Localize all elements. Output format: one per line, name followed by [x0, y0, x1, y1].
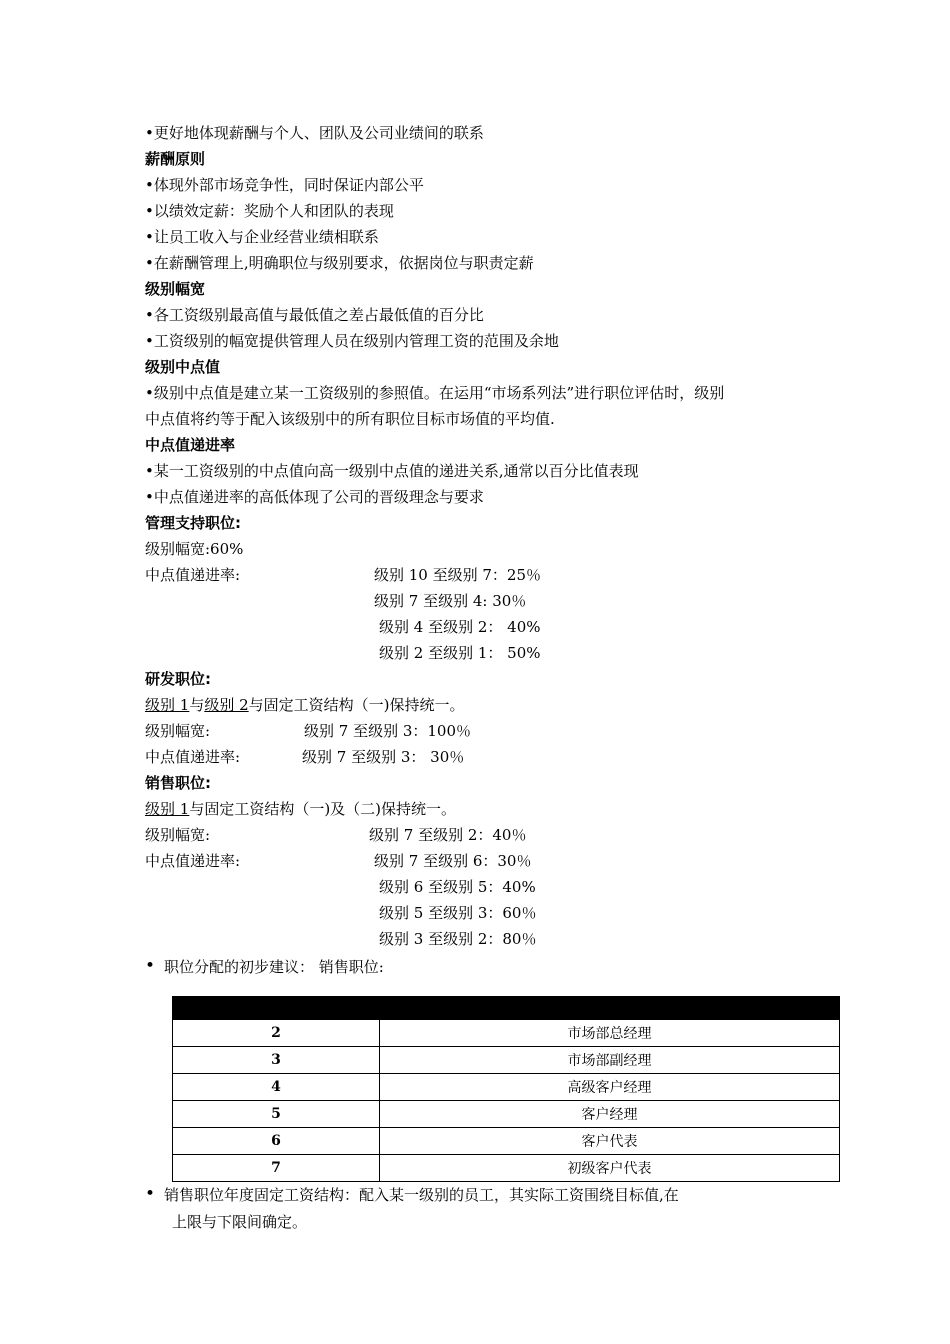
rd-unify-and: 与 [189, 696, 205, 714]
annual-line: 上限与下限间确定。 [172, 1213, 308, 1231]
level-cell: 4 [173, 1074, 380, 1101]
progression-item: •某一工资级别的中点值向高一级别中点值的递进关系,通常以百分比值表现 [145, 462, 639, 480]
mgmt-prog-row: 级别 10 至级别 7：25％ [374, 566, 542, 584]
rd-unify-line [145, 695, 465, 715]
allocation-text: 职位分配的初步建议： 销售职位: [164, 958, 384, 976]
table-row [173, 1047, 840, 1074]
rd-width-value: 级别 7 至级别 3：100％ [304, 722, 472, 740]
rd-unify-level-a: 级别 1 [145, 696, 190, 714]
mgmt-prog-label: 中点值递进率: [145, 566, 241, 584]
mgmt-width-line: 级别幅宽:60% [145, 540, 244, 558]
table-row [173, 1128, 840, 1155]
level-cell: 6 [173, 1128, 380, 1155]
rd-heading: 研发职位: [145, 670, 211, 688]
principles-item: •在薪酬管理上,明确职位与级别要求，依据岗位与职责定薪 [145, 254, 534, 272]
rd-prog-value: 级别 7 至级别 3： 30％ [302, 748, 465, 766]
table-row [173, 1101, 840, 1128]
principles-item: •体现外部市场竞争性，同时保证内部公平 [145, 176, 424, 194]
mgmt-heading: 管理支持职位: [145, 514, 241, 532]
rd-prog-label: 中点值递进率: [145, 748, 241, 766]
level-cell: 3 [173, 1047, 380, 1074]
progression-heading: 中点值递进率 [145, 436, 236, 454]
position-cell: 客户代表 [380, 1128, 840, 1155]
table-header-cell [380, 997, 840, 1020]
rd-unify-rest: 与固定工资结构（一)保持统一。 [248, 696, 465, 714]
progression-item: •中点值递进率的高低体现了公司的晋级理念与要求 [145, 488, 484, 506]
sales-prog-row: 级别 7 至级别 6：30％ [374, 852, 532, 870]
principles-heading: 薪酬原则 [145, 150, 206, 168]
table-header-row [173, 997, 840, 1020]
mgmt-prog-row: 级别 7 至级别 4: 30％ [374, 592, 527, 610]
sales-heading: 销售职位: [145, 774, 211, 792]
annual-line: 销售职位年度固定工资结构：配入某一级别的员工，其实际工资围绕目标值,在 [164, 1186, 679, 1204]
sales-prog-row: 级别 5 至级别 3：60％ [379, 904, 537, 922]
mgmt-prog-row: 级别 4 至级别 2： 40% [379, 618, 541, 636]
sales-width-value: 级别 7 至级别 2：40％ [369, 826, 527, 844]
level-cell: 2 [173, 1020, 380, 1047]
position-cell: 市场部总经理 [380, 1020, 840, 1047]
midpoint-heading: 级别中点值 [145, 358, 221, 376]
sales-unify-rest: 与固定工资结构（一)及（二)保持统一。 [189, 800, 457, 818]
position-cell: 初级客户代表 [380, 1155, 840, 1182]
annual-bullet: • [145, 1184, 156, 1204]
range-width-item: •工资级别的幅宽提供管理人员在级别内管理工资的范围及余地 [145, 332, 559, 350]
position-cell: 高级客户经理 [380, 1074, 840, 1101]
midpoint-line: •级别中点值是建立某一工资级别的参照值。在运用“市场系列法”进行职位评估时，级别 [145, 384, 725, 402]
table-row [173, 1155, 840, 1182]
principles-item: •让员工收入与企业经营业绩相联系 [145, 228, 379, 246]
sales-prog-row: 级别 6 至级别 5：40% [379, 878, 536, 896]
range-width-item: •各工资级别最高值与最低值之差占最低值的百分比 [145, 306, 484, 324]
midpoint-line: 中点值将约等于配入该级别中的所有职位目标市场值的平均值. [145, 410, 555, 428]
range-width-heading: 级别幅宽 [145, 280, 206, 298]
principles-item: •以绩效定薪：奖励个人和团队的表现 [145, 202, 394, 220]
table-header-cell [173, 997, 380, 1020]
mgmt-prog-row: 级别 2 至级别 1： 50% [379, 644, 541, 662]
position-cell: 客户经理 [380, 1101, 840, 1128]
intro-bullet: •更好地体现薪酬与个人、团队及公司业绩间的联系 [145, 124, 484, 142]
sales-level-table [172, 996, 840, 1182]
sales-prog-row: 级别 3 至级别 2：80％ [379, 930, 537, 948]
sales-unify-line [145, 799, 456, 819]
rd-unify-level-b: 级别 2 [204, 696, 249, 714]
allocation-bullet: • [145, 956, 156, 976]
level-cell: 5 [173, 1101, 380, 1128]
sales-unify-level: 级别 1 [145, 800, 190, 818]
rd-width-label: 级别幅宽: [145, 722, 211, 740]
position-cell: 市场部副经理 [380, 1047, 840, 1074]
sales-width-label: 级别幅宽: [145, 826, 211, 844]
table-row [173, 1020, 840, 1047]
table-row [173, 1074, 840, 1101]
sales-prog-label: 中点值递进率: [145, 852, 241, 870]
level-cell: 7 [173, 1155, 380, 1182]
